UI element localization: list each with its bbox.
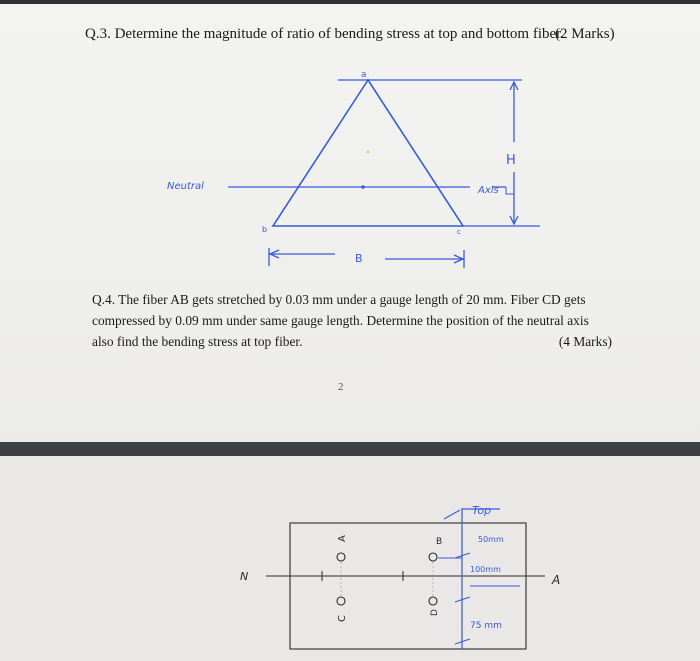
- fiber-label-b: B: [436, 537, 443, 547]
- label-b: B: [355, 252, 363, 265]
- label-axis: Axis: [478, 185, 499, 196]
- question-4-line-1: Q.4. The fiber AB gets stretched by 0.03 mm under a gauge length of 20 mm. Fiber CD gets: [92, 292, 586, 307]
- fiber-point-b: [429, 553, 437, 561]
- dimension-50mm: 50mm: [478, 535, 504, 544]
- fiber-point-c: [337, 597, 345, 605]
- page-divider: [0, 442, 700, 456]
- triangle-section-figure: [0, 4, 700, 442]
- question-3-marks: (2 Marks): [555, 26, 615, 42]
- label-c: c: [457, 228, 461, 236]
- label-top-a: a: [361, 70, 367, 80]
- label-b-small: b: [262, 225, 268, 234]
- centroid-dot: [361, 185, 365, 189]
- label-top: Top: [472, 504, 492, 517]
- document-page-2: [0, 456, 700, 661]
- fiber-point-a: [337, 553, 345, 561]
- dimension-75mm: 75 mm: [470, 621, 502, 631]
- question-4-line-2: compressed by 0.09 mm under same gauge length. Determine the position of the neutral axis: [92, 313, 589, 328]
- fiber-label-a: A: [337, 535, 348, 542]
- question-4-marks: (4 Marks): [558, 334, 612, 349]
- question-3-text: Q.3. Determine the magnitude of ratio of bending stress at top and bottom fiber.: [85, 26, 565, 42]
- label-neutral: Neutral: [167, 181, 204, 192]
- fiber-point-d: [429, 597, 437, 605]
- label-n: N: [240, 570, 249, 583]
- label-h: H: [506, 153, 516, 168]
- fiber-label-d: D: [430, 609, 440, 616]
- question-4-line-3: also find the bending stress at top fiber.: [92, 334, 303, 349]
- dimension-100mm: 100mm: [470, 565, 501, 574]
- page-number: 2: [338, 381, 344, 393]
- question-4: [92, 289, 612, 352]
- fiber-label-c: C: [337, 615, 348, 622]
- beam-section-figure: [0, 456, 700, 661]
- document-page-1: [0, 4, 700, 442]
- label-a-axis: A: [552, 573, 561, 587]
